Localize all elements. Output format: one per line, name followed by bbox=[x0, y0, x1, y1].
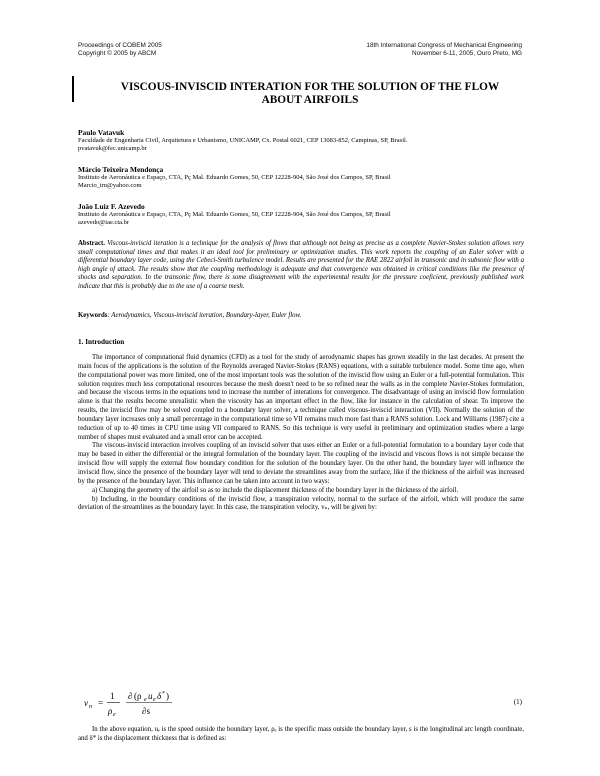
paragraph: In the above equation, uₑ is the speed outside the boundary layer, ρₑ is the specific mass outside the boundary layer, s is the longitudinal arc length coordinate, and δ* is the displacement thickness that is defined as: bbox=[78, 726, 524, 742]
author-affiliation: Instituto de Aeronáutica e Espaço, CTA, Pç Mal. Eduardo Gomes, 50, CEP 12228-904, São José dos Campos, SP, Brasil bbox=[78, 174, 391, 181]
equation-formula bbox=[78, 686, 524, 720]
running-header-right bbox=[366, 42, 522, 57]
title-margin-bar bbox=[72, 76, 74, 102]
paper-title: VISCOUS-INVISCID INTERATION FOR THE SOLUTION OF THE FLOW ABOUT AIRFOILS bbox=[120, 81, 500, 106]
author-name: João Luiz F. Azevedo bbox=[78, 202, 145, 211]
eq-lhs-sub: n bbox=[89, 704, 92, 710]
author-block bbox=[78, 165, 538, 191]
eq-rho: ρ bbox=[108, 706, 113, 716]
copyright-line: Copyright © 2005 by ABCM bbox=[78, 49, 157, 57]
author-affiliation: Faculdade de Engenharia Civil, Arquitetura e Urbanismo, UNICAMP, Cx. Postal 6021, CEP 13083-852, Campinas, SP, Brasil. bbox=[78, 137, 408, 144]
eq-open: (ρ bbox=[134, 691, 142, 701]
author-name: Paulo Vatavuk bbox=[78, 128, 125, 137]
equation-1 bbox=[78, 686, 524, 720]
author-name: Márcio Teixeira Mendonça bbox=[78, 165, 164, 174]
paragraph: The viscous-inviscid interaction involves coupling of an inviscid solver that uses either an Euler or a full-potential formulation to a boundary layer code that may be based in either the differential or the integral formulation of the boundary layer. The coupling of the inviscid and viscous flows is not simple because the inviscid flow will supply the external flow boundary condition for the solution of the boundary layer. On the other hand, the boundary layer will influence the inviscid flow, since the presence of the boundary layer will tend to deviate the streamlines away from the surface, like if the thickness of the airfoil was increased by the presence of the boundary layer. This influence can be taken into account in two ways: bbox=[78, 442, 524, 485]
author-block bbox=[78, 202, 538, 228]
equation-number: (1) bbox=[513, 698, 522, 706]
running-header-left bbox=[78, 42, 162, 57]
author-block bbox=[78, 128, 538, 154]
eq-ds: ∂s bbox=[142, 706, 150, 716]
eq-u: u bbox=[148, 691, 153, 701]
keywords bbox=[78, 312, 524, 321]
author-affiliation: Instituto de Aeronáutica e Espaço, CTA, Pç Mal. Eduardo Gomes, 50, CEP 12228-904, São José dos Campos, SP, Brasil bbox=[78, 211, 391, 218]
eq-equals: = bbox=[98, 698, 104, 708]
conference-name: Proceedings of COBEM 2005 bbox=[78, 42, 162, 49]
eq-one: 1 bbox=[110, 691, 115, 701]
eq-star: * bbox=[162, 691, 165, 697]
section-heading: 1. Introduction bbox=[78, 338, 125, 346]
author-email[interactable]: azevedo@iae.cta.br bbox=[78, 219, 130, 227]
post-equation-text bbox=[78, 726, 524, 744]
eq-sub-e1: e bbox=[144, 697, 147, 703]
eq-lhs: v bbox=[84, 698, 88, 708]
eq-partial-top: ∂ bbox=[128, 691, 133, 701]
congress-name: 18th International Congress of Mechanical Engineering bbox=[366, 42, 522, 49]
author-email[interactable]: pvatavuk@fec.unicamp.br bbox=[78, 145, 147, 153]
keywords-text: : Aerodynamics, Viscous-inviscid iteration, Boundary-layer, Euler flow. bbox=[107, 312, 302, 319]
eq-sub-e2: e bbox=[153, 697, 156, 703]
keywords-label: Keywords bbox=[78, 312, 108, 319]
abstract bbox=[78, 240, 524, 292]
eq-delta: δ bbox=[157, 691, 162, 701]
eq-rho-sub: e bbox=[113, 712, 116, 718]
eq-close: ) bbox=[166, 691, 169, 701]
section-body bbox=[78, 354, 524, 513]
congress-dates: November 6-11, 2005, Ouro Preto, MG bbox=[412, 49, 522, 57]
author-email[interactable]: Marcio_tm@yahoo.com bbox=[78, 182, 142, 190]
paragraph: The importance of computational fluid dynamics (CFD) as a tool for the study of aerodynamic shapes has grown steadily in the last decades. At present the main focus of the applications is the solution of the Reynolds averaged Navier-Stokes (RANS) equations, with a suitable turbulence model. Some time ago, when the computational power was more limited, one of the most important tools was the solution of the inviscid flow using an Euler or a full-potential formulation. This solution requires much less computational resources because the mesh doesn't need to be so refined near the walls as in the complete Navier-Stokes formulation, and because the viscous terms in the equations tend to increase the number of interations for convergence. The disadvantage of using an inviscid flow formulation alone is that the results become unrealistic when the viscosity has an important effect in the flow, like for instance in the calculation of shear. To improve the results, the inviscid flow may be solved coupled to a boundary layer solver, a technique called viscous-inviscid interaction (VII). Normally the solution of the boundary layer increases only a small percentage in the computational time so VII remains much more fast than a RANS solution. Lock and Williams (1987) cite a reduction of up to 40 times in CPU time using VII compared to RANS. So this technique is very useful in preliminary and optimization studies where a large number of shapes must evaluated and a small error can be accepted. bbox=[78, 354, 524, 441]
abstract-label: Abstract. bbox=[78, 240, 105, 247]
paragraph: b) Including, in the boundary conditions of the inviscid flow, a transpiration velocity, normal to the surface of the airfoil, which will produce the same deviation of the streamlines as the boundary layer. In this case, the transpiration velocity, vₙ, will be given by: bbox=[78, 495, 524, 512]
abstract-text: Viscous-inviscid iteration is a technique for the analysis of flows that although not being as precise as a complete Navier-Stokes solution allows very small computational times and that makes it an ideal tool for preliminary or optimization studies. This work reports the coupling of an Euler solver with a differential boundary layer code, using the Cebeci-Smith turbulence model. Results are presented for the RAE 2822 airfoil in transonic and in subsonic flow with a high angle of attack. The results show that the coupling methodology is adequate and that convergence was obtained in critical conditions like the presence of shocks and separation. In the transonic flow, there is some disagreement with the experimental results for the pressure coeficient, previously published work indicate that this is probably due to the use of a coarse mesh. bbox=[78, 240, 525, 290]
paragraph: a) Changing the geometry of the airfoil so as to include the displacement thickness of the boundary layer in the thickness of the airfoil. bbox=[92, 486, 459, 494]
